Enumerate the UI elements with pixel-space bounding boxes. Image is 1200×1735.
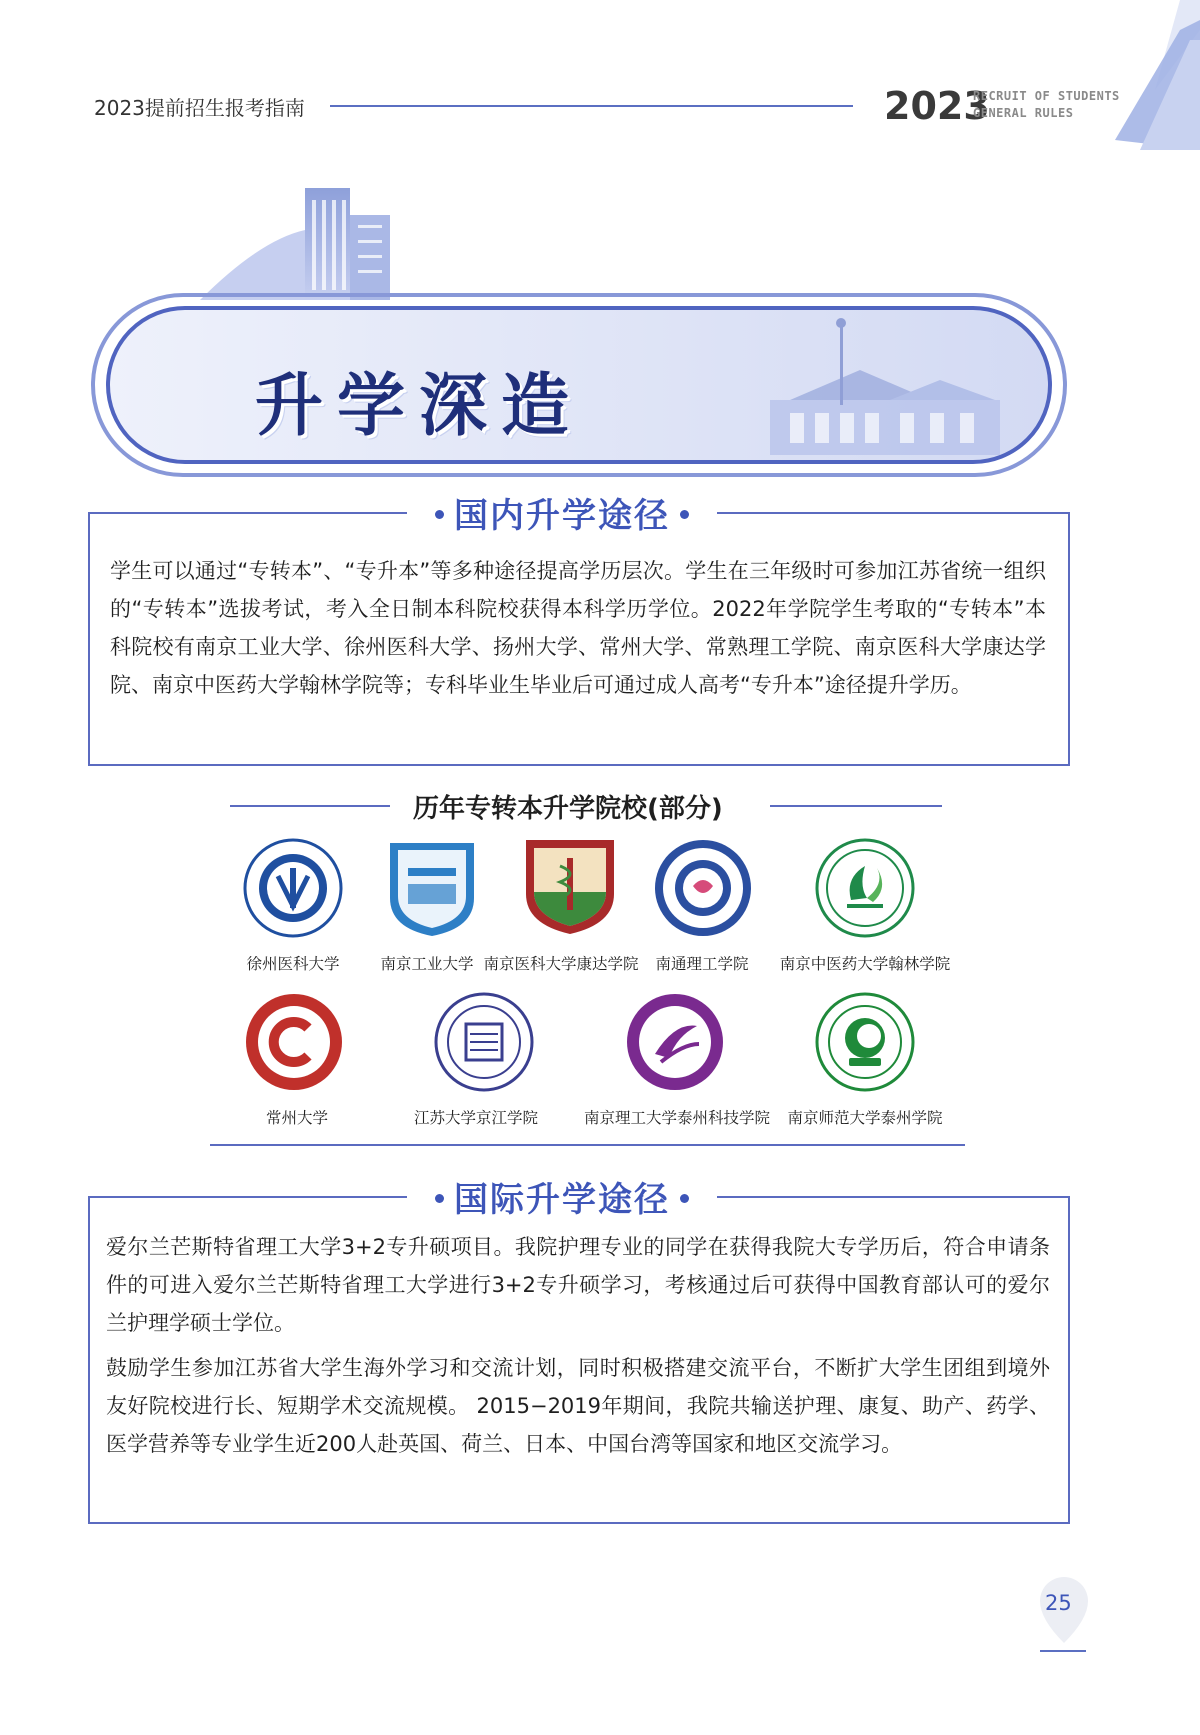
header-year: 2023 (884, 84, 990, 128)
domestic-heading (407, 488, 717, 537)
header-title: 2023提前招生报考指南 (94, 96, 305, 120)
bullet-dot-icon (435, 510, 444, 519)
jingjiang-college-logo (434, 992, 534, 1096)
xuzhou-medical-logo (243, 838, 343, 942)
international-paragraph-1: 爱尔兰芒斯特省理工大学3+2专升硕项目。我院护理专业的同学在获得我院大专学历后，符合申请条件的可进入爱尔兰芒斯特省理工大学进行3+2专升硕学习，考核通过后可获得中国教育部认可的爱尔兰护理学硕士学位。 (106, 1235, 1050, 1335)
corner-stripes-decoration (1110, 0, 1200, 150)
college-name: 徐州医科大学 (246, 955, 340, 973)
college-name: 南京工业大学 (380, 955, 474, 973)
nantong-tech-logo (653, 838, 753, 942)
college-name: 南京中医药大学翰林学院 (779, 955, 951, 973)
banner-title: 升学深造 (255, 367, 584, 446)
header-en-line2: GENERAL RULES (973, 106, 1074, 120)
college-name: 南京理工大学泰州科技学院 (583, 1109, 770, 1127)
page-number-underline (1040, 1650, 1086, 1652)
taizhou-tech-logo (625, 992, 725, 1096)
colleges-line-right (770, 805, 942, 807)
bullet-dot-icon (680, 510, 689, 519)
domestic-paragraph: 学生可以通过“专转本”、“专升本”等多种途径提高学历层次。学生在三年级时可参加江苏省统一组织的“专转本”选拔考试，考入全日制本科院校获得本科学历学位。2022年学院学生考取的“专转本”本科院校有南京工业大学、徐州医科大学、扬州大学、常州大学、常熟理工学院、南京医科大学康达学院、南京中医药大学翰林学院等；专科毕业生毕业后可通过成人高考“专升本”途径提升学历。 (110, 559, 1046, 697)
bullet-dot-icon (435, 1194, 444, 1203)
college-name: 南通理工学院 (655, 955, 749, 973)
college-name: 南京医科大学康达学院 (483, 955, 639, 973)
college-name: 常州大学 (265, 1109, 328, 1127)
header-en-line1: RECRUIT OF STUDENTS (973, 89, 1120, 103)
college-name: 南京师范大学泰州学院 (787, 1109, 943, 1127)
international-paragraph-2: 鼓励学生参加江苏省大学生海外学习和交流计划，同时积极搭建交流平台，不断扩大学生团组到境外友好院校进行长、短期学术交流规模。 2015−2019年期间，我院共输送护理、康复、助产、药学、医学营养等专业学生近200人赴英国、荷兰、日本、中国台湾等国家和地区交流学习。 (106, 1356, 1050, 1456)
bullet-dot-icon (680, 1194, 689, 1203)
header-en-text (973, 88, 1120, 122)
colleges-heading: 历年专转本升学院校(部分) (413, 794, 723, 824)
changzhou-univ-logo (244, 992, 344, 1096)
college-name: 江苏大学京江学院 (413, 1109, 538, 1127)
nnutc-logo (815, 992, 915, 1096)
nanjing-tech-logo (382, 838, 482, 942)
colleges-bottom-line (210, 1144, 965, 1146)
header-divider (330, 105, 853, 107)
page-number: 25 (1045, 1591, 1072, 1615)
kangda-college-logo (520, 836, 620, 940)
domestic-heading-text: 国内升学途径 (454, 496, 670, 536)
international-heading-text: 国际升学途径 (454, 1180, 670, 1220)
international-heading (407, 1172, 717, 1221)
hanlin-college-logo (815, 838, 915, 942)
colleges-line-left (230, 805, 390, 807)
